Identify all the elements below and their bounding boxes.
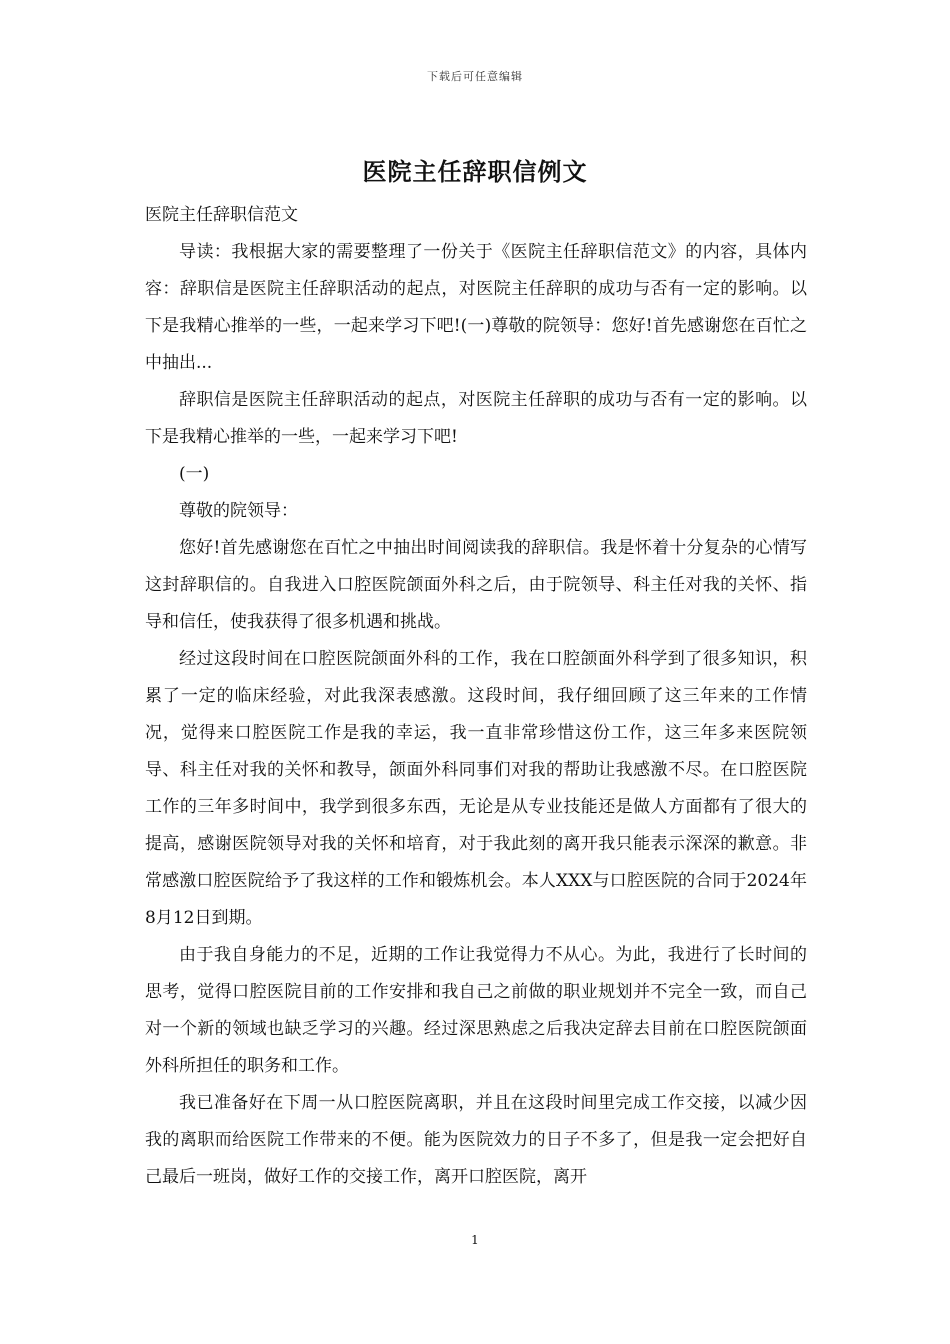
header-note: 下载后可任意编辑 bbox=[427, 70, 523, 83]
paragraph-body-1: 您好!首先感谢您在百忙之中抽出时间阅读我的辞职信。我是怀着十分复杂的心情写这封辞职信的。自我进入口腔医院颌面外科之后，由于院领导、科主任对我的关怀、指导和信任，使我获得了很多机遇和挑战。 bbox=[145, 538, 807, 632]
page-number: 1 bbox=[471, 1233, 479, 1247]
paragraph-body-2: 经过这段时间在口腔医院颌面外科的工作，我在口腔颌面外科学到了很多知识，积累了一定的临床经验，对此我深表感激。这段时间，我仔细回顾了这三年来的工作情况，觉得来口腔医院工作是我的幸运，我一直非常珍惜这份工作，这三年多来医院领导、科主任对我的关怀和教导，颌面外科同事们对我的帮助让我感激不尽。在口腔医院工作的三年多时间中，我学到很多东西，无论是从专业技能还是做人方面都有了很大的提高，感谢医院领导对我的关怀和培育，对于我此刻的离开我只能表示深深的歉意。非常感激口腔医院给予了我这样的工作和锻炼机会。本人XXX与口腔医院的合同于2024年8月12日到期。 bbox=[145, 649, 807, 928]
subtitle-line: 医院主任辞职信范文 bbox=[145, 205, 298, 225]
document-title: 医院主任辞职信例文 bbox=[362, 157, 588, 186]
salutation: 尊敬的院领导： bbox=[179, 501, 298, 521]
paragraph-body-4: 我已准备好在下周一从口腔医院离职，并且在这段时间里完成工作交接，以减少因我的离职而给医院工作带来的不便。能为医院效力的日子不多了，但是我一定会把好自己最后一班岗，做好工作的交接工作，离开口腔医院，离开 bbox=[145, 1093, 807, 1187]
paragraph-intro: 导读：我根据大家的需要整理了一份关于《医院主任辞职信范文》的内容，具体内容：辞职信是医院主任辞职活动的起点，对医院主任辞职的成功与否有一定的影响。以下是我精心推举的一些，一起来学习下吧!(一)尊敬的院领导：您好!首先感谢您在百忙之中抽出... bbox=[145, 242, 807, 373]
section-marker: (一) bbox=[179, 464, 210, 484]
document-body bbox=[145, 197, 807, 1196]
paragraph-body-3: 由于我自身能力的不足，近期的工作让我觉得力不从心。为此，我进行了长时间的思考，觉得口腔医院目前的工作安排和我自己之前做的职业规划并不完全一致，而自己对一个新的领域也缺乏学习的兴趣。经过深思熟虑之后我决定辞去目前在口腔医院颌面外科所担任的职务和工作。 bbox=[145, 945, 807, 1076]
paragraph-lead: 辞职信是医院主任辞职活动的起点，对医院主任辞职的成功与否有一定的影响。以下是我精心推举的一些，一起来学习下吧! bbox=[145, 390, 807, 447]
